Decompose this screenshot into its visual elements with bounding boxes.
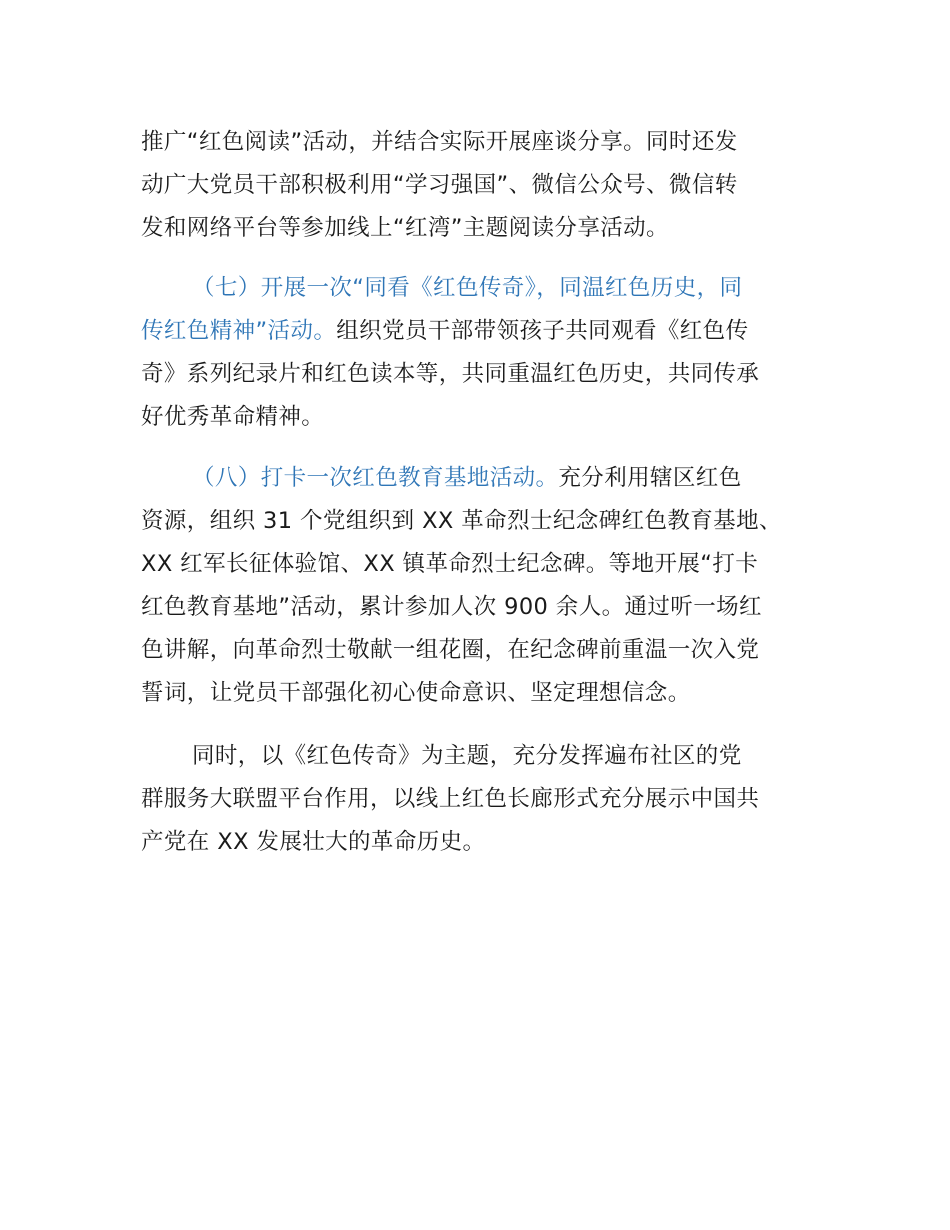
paragraph-3-line-4: 红色教育基地”活动，累计参加人次 900 余人。通过听一场红 xyxy=(141,594,762,620)
paragraph-1-line-1: 推广“红色阅读”活动，并结合实际开展座谈分享。同时还发 xyxy=(141,129,738,155)
paragraph-1-line-2: 动广大党员干部积极利用“学习强国”、微信公众号、微信转 xyxy=(141,172,738,198)
paragraph-4-line-3: 产党在 XX 发展壮大的革命历史。 xyxy=(141,829,486,855)
section-8-heading: （八）打卡一次红色教育基地活动。 xyxy=(192,465,559,491)
paragraph-3-line-6: 誓词，让党员干部强化初心使命意识、坚定理想信念。 xyxy=(141,680,691,706)
paragraph-3-line-5: 色讲解，向革命烈士敬献一组花圈，在纪念碑前重温一次入党 xyxy=(141,637,760,663)
paragraph-2-text: 组织党员干部带领孩子共同观看《红色传 xyxy=(336,318,749,344)
paragraph-2-line-3: 奇》系列纪录片和红色读本等，共同重温红色历史，共同传承 xyxy=(141,361,760,387)
paragraph-2-line-2 xyxy=(141,316,748,346)
paragraph-2-line-4: 好优秀革命精神。 xyxy=(141,404,325,430)
paragraph-4-line-2: 群服务大联盟平台作用，以线上红色长廊形式充分展示中国共 xyxy=(141,786,760,812)
paragraph-3-text: 充分利用辖区红色 xyxy=(558,465,742,491)
section-7-heading-continued: 传红色精神”活动。 xyxy=(141,318,337,344)
paragraph-3-line-3: XX 红军长征体验馆、XX 镇革命烈士纪念碑。等地开展“打卡 xyxy=(141,551,759,577)
paragraph-4-line-1: 同时，以《红色传奇》为主题，充分发挥遍布社区的党 xyxy=(192,743,742,769)
paragraph-3-line-2: 资源，组织 31 个党组织到 XX 革命烈士纪念碑红色教育基地、 xyxy=(141,508,782,534)
section-7-heading: （七）开展一次“同看《红色传奇》，同温红色历史，同 xyxy=(192,275,743,301)
paragraph-1-line-3: 发和网络平台等参加线上“红湾”主题阅读分享活动。 xyxy=(141,215,669,241)
paragraph-3-line-1 xyxy=(192,463,742,493)
